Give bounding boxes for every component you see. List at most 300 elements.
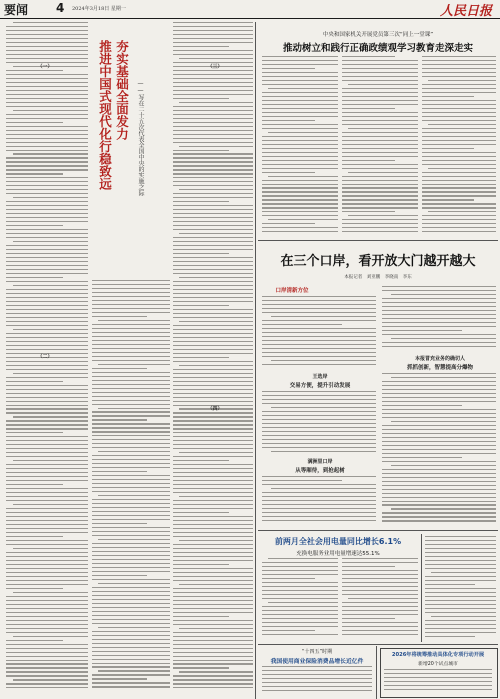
text-line [6,297,88,298]
text-line [92,348,170,349]
text-line [173,257,253,258]
text-line [6,185,88,186]
text-line [6,126,88,127]
text-line [179,233,253,234]
text-line [428,211,496,212]
text-line [173,608,253,609]
text-line [13,679,88,680]
text-line [6,321,88,322]
text-line [173,297,253,298]
text-line [6,150,88,151]
text-line [382,322,496,323]
text-line [6,536,63,537]
text-line [6,293,88,294]
text-line [6,289,88,290]
text-line [262,156,338,157]
text-line [382,477,496,478]
text-line [425,636,475,637]
text-line [6,397,88,398]
feature-section-head-6: 本报冒充业务的确切人 [414,356,465,362]
text-line [173,46,229,47]
text-line [173,568,253,569]
text-line [342,594,418,595]
text-line [382,457,462,458]
text-line [6,468,88,469]
text-line [13,460,88,461]
text-line [425,632,496,633]
text-line [6,30,88,31]
text-line [382,449,496,450]
text-line [92,396,170,397]
text-line [262,512,376,513]
text-line [173,377,253,378]
text-line [173,592,253,593]
text-line [6,452,88,453]
text-line [262,168,338,169]
text-line [6,237,88,238]
text-line [173,205,253,206]
text-line [262,207,338,208]
text-line [262,614,338,615]
text-line [422,84,496,85]
text-line [382,481,496,482]
text-line [6,281,88,282]
text-line [262,120,315,121]
text-line [422,215,496,216]
text-line [342,191,418,192]
text-line [173,30,253,31]
text-line [6,301,88,302]
text-line [173,82,253,83]
text-line [92,579,170,580]
text-line [173,444,253,445]
text-line [173,261,253,262]
text-line [179,277,253,278]
text-line [173,624,253,625]
text-line [422,187,496,188]
text-line [173,237,253,238]
text-line [6,401,88,402]
text-line [342,227,418,228]
text-line [342,578,418,579]
text-line [6,161,88,162]
text-line [6,201,88,202]
text-line [6,560,88,561]
text-line [13,548,88,549]
text-line [173,74,253,75]
text-line [262,144,338,145]
text-line [262,68,315,69]
text-line [92,611,170,612]
text-line [262,508,376,509]
text-line [6,544,88,545]
text-line [422,227,496,228]
text-line [422,152,496,153]
text-line [173,600,253,601]
text-line [173,373,253,374]
text-line [92,543,170,544]
text-line [173,548,253,549]
text-line [173,648,253,649]
feature-section-head-1: 口岸清新方位 [275,288,309,294]
text-line [173,560,253,561]
text-line [6,608,88,609]
text-line [422,132,496,133]
text-line [6,78,88,79]
text-line [342,64,418,65]
text-line [422,231,496,232]
text-line [98,320,170,321]
text-line [6,213,88,214]
text-line [382,437,496,438]
text-line [262,666,372,667]
text-line [342,582,418,583]
text-line [348,215,418,216]
side-column [425,536,496,640]
text-line [271,451,376,452]
text-line [13,153,88,154]
text-line [13,241,88,242]
text-line [342,590,418,591]
text-line [173,42,253,43]
text-line [92,404,170,405]
divider-2 [258,530,498,531]
text-line [6,656,88,657]
text-line [262,686,372,687]
text-line [425,592,496,593]
text-line [173,556,253,557]
text-line [92,435,170,436]
text-line [425,564,496,565]
lead-article-title-line1: 夯实基础全面发力 [114,40,130,140]
text-line [262,296,376,297]
text-line [262,492,376,493]
bottom-right-column [384,669,492,694]
text-line [173,337,253,338]
text-line [262,622,338,623]
text-line [6,660,88,661]
text-line [6,624,88,625]
text-line [6,189,88,190]
top-right-column-1 [262,56,338,236]
text-line [342,566,395,567]
text-line [173,325,253,326]
text-line [173,504,253,505]
text-line [262,300,376,301]
text-line [428,124,496,125]
text-line [425,628,496,629]
text-line [342,614,418,615]
text-line [173,397,253,398]
text-line [6,273,88,274]
text-line [173,221,253,222]
text-line [92,384,170,385]
feature-section-head-4: 满洲里口岸 [307,459,333,465]
text-line [422,116,496,117]
text-line [382,302,496,303]
text-line [6,46,88,47]
text-line [422,191,496,192]
text-line [422,176,496,177]
lead-section-marker-3: （三） [207,64,223,70]
text-line [425,604,496,605]
text-line [92,515,170,516]
text-line [173,349,253,350]
text-line [92,455,170,456]
text-line [173,114,253,115]
text-line [6,42,88,43]
lead-section-marker-2: （二） [37,354,53,360]
text-line [173,22,253,23]
text-line [6,225,63,226]
top-right-column-3 [422,56,496,236]
text-line [6,305,88,306]
text-line [422,88,496,89]
text-line [173,285,253,286]
text-line [6,620,88,621]
text-line [262,140,338,141]
text-line [6,74,88,75]
text-line [422,207,496,208]
text-line [6,687,88,688]
text-line [262,590,338,591]
text-line [342,574,418,575]
text-line [391,508,496,509]
text-line [262,104,338,105]
text-line [92,296,170,297]
text-line [382,286,496,287]
text-line [262,116,338,117]
text-line [342,602,418,603]
text-line [13,22,88,23]
text-line [262,227,338,228]
text-line [13,504,88,505]
text-line [382,520,496,521]
text-line [342,108,395,109]
text-line [173,229,253,230]
divider-1 [258,240,498,241]
text-line [13,197,88,198]
text-line [6,325,88,326]
text-line [92,507,170,508]
text-line [173,118,253,119]
text-line [173,492,253,493]
text-line [382,501,496,502]
text-line [92,547,170,548]
text-line [179,584,253,585]
text-line [173,588,253,589]
text-line [262,443,376,444]
text-line [6,512,88,513]
text-line [342,60,418,61]
text-line [262,64,338,65]
text-line [173,217,253,218]
text-line [384,673,492,674]
text-line [342,626,418,627]
text-line [262,72,338,73]
text-line [384,685,492,686]
text-line [92,603,170,604]
text-line [425,576,496,577]
text-line [342,92,418,93]
text-line [425,588,496,589]
text-line [262,223,315,224]
text-line [6,173,63,174]
text-line [422,108,496,109]
column-divider [255,22,256,699]
text-line [92,308,170,309]
text-line [262,344,376,345]
text-line [342,207,418,208]
text-line [173,580,253,581]
text-line [262,395,376,396]
text-line [342,96,418,97]
text-line [382,298,496,299]
text-line [6,556,88,557]
text-line [6,265,88,266]
text-line [6,177,88,178]
text-line [6,169,88,170]
text-line [6,82,88,83]
text-line [92,475,170,476]
text-line [425,536,496,537]
text-line [6,671,88,672]
text-line [92,372,170,373]
text-line [6,229,88,230]
text-line [262,352,376,353]
text-line [262,480,342,481]
feature-column-2a [382,286,496,352]
text-line [6,90,88,91]
text-line [262,199,338,200]
feature-byline: 本报记者 刘亚鹏 李晓南 李东 [344,275,412,280]
text-line [92,288,170,289]
text-line [179,189,253,190]
text-line [342,558,418,559]
text-line [428,168,496,169]
text-line [382,397,496,398]
text-line [173,245,253,246]
text-line [262,674,372,675]
text-line [173,177,253,178]
text-line [98,627,170,628]
text-line [173,524,253,525]
text-line [173,552,253,553]
text-line [173,464,253,465]
text-line [173,652,253,653]
feature-headline: 在三个口岸，看开放大门越开越大 [280,254,476,269]
text-line [173,536,253,537]
text-line [6,663,88,664]
text-line [6,524,88,525]
text-line [262,80,338,81]
text-line [6,476,88,477]
text-line [173,416,253,417]
text-line [382,373,496,374]
text-line [173,472,253,473]
text-line [422,172,496,173]
text-line [173,500,253,501]
text-line [342,199,418,200]
text-line [422,72,496,73]
text-line [262,108,338,109]
text-line [262,164,338,165]
text-line [92,392,170,393]
text-line [92,527,170,528]
text-line [92,292,170,293]
text-line [422,160,496,161]
feature-section-head-7: 抓抓创新，智慧提高分爆物 [406,365,473,371]
text-line [342,562,418,563]
text-line [262,356,376,357]
text-line [6,667,88,668]
text-line [262,112,338,113]
text-line [92,499,170,500]
text-line [342,120,418,121]
text-line [6,596,88,597]
text-line [382,342,496,343]
text-line [342,168,418,169]
text-line [92,380,170,381]
text-line [173,86,253,87]
text-line [382,393,496,394]
text-line [6,54,88,55]
text-line [262,520,376,521]
text-line [348,598,418,599]
text-line [382,409,496,410]
text-line [92,431,170,432]
text-line [173,110,253,111]
text-line [6,412,88,413]
text-line [173,157,253,158]
text-line [6,572,88,573]
text-line [92,312,170,313]
text-line [92,304,170,305]
text-line [92,483,170,484]
text-line [422,199,474,200]
text-line [382,512,496,513]
text-line [92,467,170,468]
text-line [262,504,376,505]
power-column-1 [262,558,338,640]
text-line [6,118,88,119]
text-line [262,439,376,440]
text-line [262,618,338,619]
text-line [268,602,338,603]
text-line [384,669,492,670]
text-line [384,689,492,690]
text-line [173,369,253,370]
text-line [173,249,253,250]
text-line [173,576,253,577]
text-line [6,393,88,394]
text-line [92,443,170,444]
text-line [268,176,338,177]
text-line [425,600,496,601]
text-line [173,572,253,573]
text-line [262,566,338,567]
text-line [92,555,170,556]
text-line [92,591,170,592]
text-line [262,324,342,325]
text-line [179,452,253,453]
text-line [348,128,418,129]
text-line [173,596,253,597]
text-line [13,416,88,417]
text-line [262,96,338,97]
text-line [342,164,418,165]
text-line [179,671,253,672]
